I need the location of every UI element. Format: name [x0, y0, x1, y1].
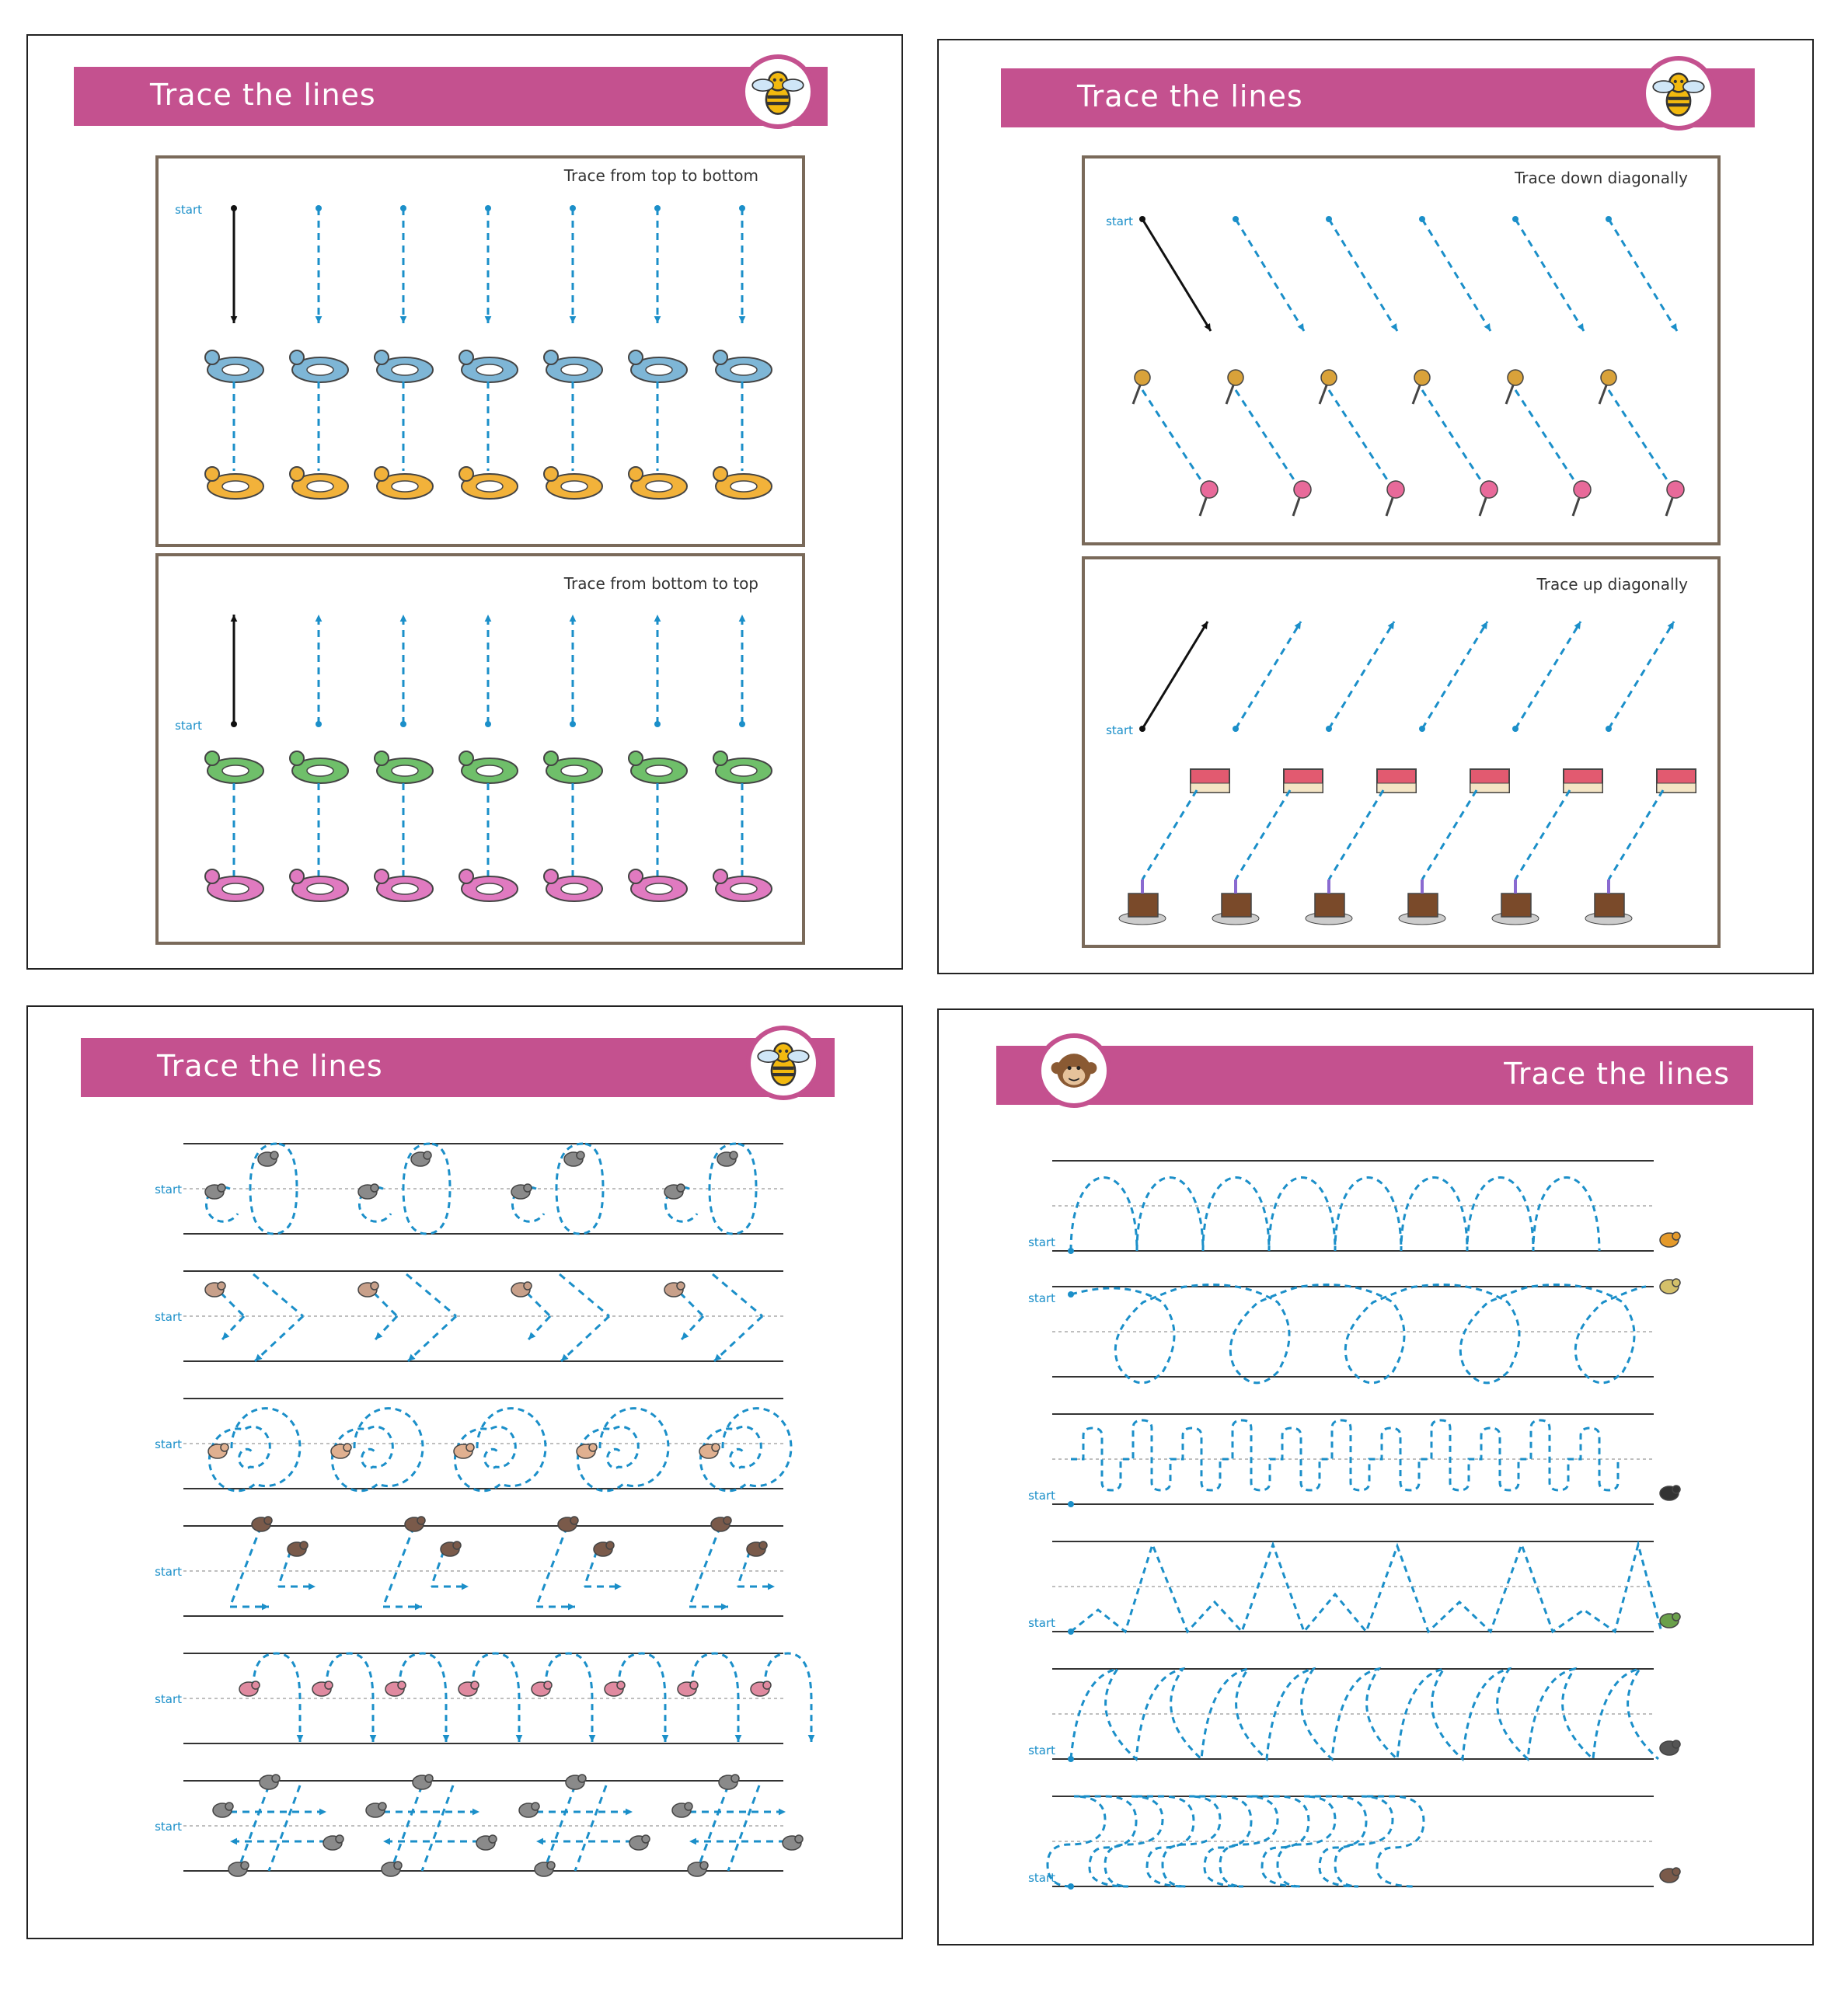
start-label: start — [1028, 1743, 1055, 1757]
trace-line — [1236, 622, 1301, 729]
arrow-head — [375, 1332, 382, 1339]
mouse-icon — [358, 1184, 378, 1199]
start-label: start — [155, 1310, 182, 1324]
hedgehog-icon — [454, 1444, 474, 1458]
turtle-icon — [1660, 1613, 1680, 1628]
trace-path — [546, 1653, 592, 1742]
pig-icon — [312, 1681, 333, 1696]
start-label: start — [1106, 214, 1133, 228]
trace-line — [408, 1316, 456, 1361]
cake-slice-icon — [1284, 769, 1323, 792]
start-dot — [485, 721, 491, 727]
trace-line — [697, 1785, 728, 1871]
ant-icon — [594, 1541, 614, 1556]
start-label: start — [155, 1820, 182, 1834]
trace-line — [1422, 622, 1487, 729]
arrow-head — [682, 1332, 689, 1339]
start-dot — [1512, 216, 1518, 222]
trace-line — [728, 1785, 759, 1871]
mouse-icon — [664, 1184, 685, 1199]
ant-icon — [288, 1541, 308, 1556]
arrow-head — [408, 1354, 416, 1361]
guide-line — [1422, 390, 1483, 483]
trace-line — [536, 1526, 567, 1607]
trace-line — [737, 1551, 750, 1587]
trace-line — [1515, 219, 1584, 331]
tracing-area — [28, 36, 901, 968]
rock-icon — [228, 1862, 249, 1876]
tracing-row — [1028, 1669, 1680, 1762]
guide-line — [1609, 790, 1663, 880]
mouse-icon — [564, 1151, 584, 1166]
cake-slice-icon — [1377, 769, 1416, 792]
duck-float-icon — [713, 467, 772, 499]
instruction-text: Trace up diagonally — [1536, 575, 1688, 594]
mouse-icon — [717, 1151, 737, 1166]
cake-slice-icon — [1657, 769, 1696, 792]
trace-line — [1609, 622, 1674, 729]
lollipop-icon — [1506, 370, 1523, 404]
swan-float-icon — [205, 350, 263, 382]
trace-line — [680, 1293, 703, 1316]
arrow-head — [779, 1809, 786, 1816]
trace-line — [689, 1526, 720, 1607]
arrow-head — [316, 615, 323, 622]
trace-path — [326, 1653, 373, 1742]
dragon-float-icon — [629, 751, 687, 783]
start-dot — [1068, 1501, 1074, 1507]
lollipop-icon — [1413, 370, 1430, 404]
arrow-head — [662, 1735, 669, 1742]
lollipop-icon — [1320, 370, 1337, 404]
worksheet-page-1 — [26, 34, 903, 970]
start-label: start — [1028, 1235, 1055, 1249]
tracing-row — [155, 1653, 814, 1743]
pig-icon — [532, 1681, 552, 1696]
instruction-text: Trace from bottom to top — [563, 574, 758, 593]
cake-slice-icon — [1564, 769, 1602, 792]
hedgehog-icon — [577, 1444, 597, 1458]
hedgehog-icon — [331, 1444, 351, 1458]
start-label: start — [1028, 1616, 1055, 1630]
arrow-head — [485, 615, 492, 622]
start-dot — [1419, 726, 1425, 732]
birthday-cake-icon — [1306, 880, 1352, 925]
trace-path — [619, 1653, 665, 1742]
worksheet-page-3 — [26, 1005, 903, 1939]
ant-icon — [747, 1541, 767, 1556]
arrow-head — [1391, 323, 1397, 331]
swirl-lollipop-icon — [1666, 481, 1684, 516]
arrow-head — [714, 1354, 722, 1361]
trace-line — [269, 1785, 300, 1871]
trace-line — [1609, 219, 1677, 331]
arrow-head — [808, 1735, 815, 1742]
tracing-row — [1028, 1541, 1680, 1635]
start-dot — [485, 205, 491, 211]
start-dot — [231, 205, 237, 211]
tracing-area — [939, 40, 1812, 973]
arrow-head — [516, 1735, 523, 1742]
page-title: Trace the lines — [1077, 79, 1303, 113]
trace-line — [422, 1785, 453, 1871]
guide-line — [1422, 790, 1477, 880]
birthday-cake-icon — [1212, 880, 1259, 925]
swan-float-icon — [629, 350, 687, 382]
duck-float-icon — [629, 467, 687, 499]
dragon-float-icon — [713, 751, 772, 783]
page-title: Trace the lines — [1504, 1057, 1730, 1091]
arrow-head — [739, 316, 746, 323]
start-dot — [1419, 216, 1425, 222]
birthday-cake-icon — [1119, 880, 1166, 925]
ant-icon — [405, 1517, 425, 1531]
arrow-head — [570, 615, 577, 622]
trace-line — [431, 1551, 444, 1587]
arrow-head — [316, 316, 323, 323]
tracing-row — [155, 1271, 783, 1361]
trace-lines — [1119, 622, 1696, 925]
worksheet-page-4 — [937, 1008, 1814, 1945]
rock-icon — [382, 1862, 402, 1876]
start-dot — [570, 721, 576, 727]
dragon-float-icon — [459, 751, 518, 783]
rock-icon — [366, 1803, 386, 1817]
start-dot — [654, 721, 661, 727]
pig-icon — [605, 1681, 625, 1696]
rock-icon — [519, 1803, 539, 1817]
guide-line — [1329, 790, 1383, 880]
dragon-float-icon — [290, 751, 348, 783]
tracing-area — [939, 1010, 1812, 1944]
trace-line — [1329, 219, 1397, 331]
guide-line — [1142, 790, 1197, 880]
trace-line — [1329, 622, 1394, 729]
trace-line — [713, 1274, 762, 1316]
start-label: start — [1028, 1489, 1055, 1503]
arrow-head — [654, 316, 661, 323]
trace-line — [1515, 622, 1581, 729]
start-label: start — [175, 203, 202, 217]
mouse-icon — [411, 1151, 431, 1166]
guide-line — [1609, 390, 1669, 483]
swan-float-icon — [459, 350, 518, 382]
tracing-row — [1028, 1796, 1680, 1890]
boot-icon — [1660, 1740, 1680, 1755]
ant-icon — [558, 1517, 578, 1531]
start-dot — [1233, 726, 1239, 732]
birthday-cake-icon — [1585, 880, 1632, 925]
swirl-lollipop-icon — [1480, 481, 1498, 516]
start-dot — [739, 205, 745, 211]
rock-icon — [629, 1835, 650, 1850]
arrow-head — [222, 1332, 229, 1339]
lollipop-icon — [1599, 370, 1616, 404]
start-label: start — [155, 1565, 182, 1579]
birthday-cake-icon — [1492, 880, 1539, 925]
arrow-head — [570, 316, 577, 323]
start-dot — [1233, 216, 1239, 222]
guide-line — [1329, 390, 1389, 483]
trace-lines — [1133, 216, 1684, 516]
trace-path — [1071, 1545, 1661, 1632]
trace-line — [1142, 622, 1208, 729]
page-title: Trace the lines — [150, 78, 376, 112]
arrow-head — [568, 1604, 575, 1611]
start-label: start — [1028, 1871, 1055, 1885]
trace-path — [1071, 1178, 1599, 1252]
start-dot — [1139, 726, 1145, 732]
mouse-icon — [258, 1151, 278, 1166]
trace-line — [278, 1551, 291, 1587]
fly-icon — [1660, 1486, 1680, 1500]
start-dot — [739, 721, 745, 727]
arrow-head — [1298, 323, 1304, 331]
rock-icon — [719, 1775, 739, 1789]
arrow-head — [370, 1735, 377, 1742]
tracing-row — [1028, 1279, 1680, 1383]
arrow-head — [654, 615, 661, 622]
duck-float-icon — [544, 467, 602, 499]
rock-icon — [688, 1862, 708, 1876]
arrow-head — [255, 1354, 263, 1361]
swirl-lollipop-icon — [1293, 481, 1311, 516]
trace-line — [253, 1274, 303, 1316]
trace-line — [391, 1785, 422, 1871]
trace-line — [230, 1526, 261, 1607]
start-dot — [1606, 216, 1612, 222]
tracing-row — [1028, 1161, 1680, 1254]
mouse-icon — [205, 1184, 225, 1199]
ant-icon — [441, 1541, 461, 1556]
dragon-float-icon — [375, 751, 433, 783]
rock-icon — [672, 1803, 692, 1817]
tracing-row — [155, 1517, 783, 1616]
arrow-head — [319, 1809, 326, 1816]
pig-icon — [385, 1681, 406, 1696]
trace-line — [406, 1274, 456, 1316]
trace-line — [527, 1293, 550, 1316]
pig-icon — [459, 1681, 479, 1696]
trace-line — [1142, 219, 1211, 331]
duck-float-icon — [375, 467, 433, 499]
tracing-area — [28, 1007, 901, 1938]
bird-icon — [1660, 1232, 1680, 1247]
arrow-head — [231, 316, 238, 323]
arrow-head — [561, 1354, 569, 1361]
hedgehog-icon — [1660, 1868, 1680, 1883]
page-title: Trace the lines — [157, 1049, 383, 1083]
arrow-head — [536, 1838, 543, 1845]
pterodactyl-icon — [1660, 1279, 1680, 1294]
start-label: start — [1106, 723, 1133, 737]
rock-icon — [783, 1835, 803, 1850]
trace-line — [584, 1551, 597, 1587]
arrow-head — [415, 1604, 422, 1611]
start-label: start — [155, 1692, 182, 1706]
trace-line — [1236, 219, 1304, 331]
arrow-head — [309, 1583, 316, 1590]
trace-line — [238, 1785, 269, 1871]
swan-float-icon — [290, 350, 348, 382]
start-dot — [1326, 216, 1332, 222]
pig-icon — [751, 1681, 771, 1696]
start-dot — [316, 721, 322, 727]
start-dot — [400, 205, 406, 211]
duck-float-icon — [205, 467, 263, 499]
arrow-head — [262, 1604, 269, 1611]
trace-line — [544, 1785, 575, 1871]
trace-path — [692, 1653, 738, 1742]
start-dot — [316, 205, 322, 211]
start-dot — [570, 205, 576, 211]
birthday-cake-icon — [1399, 880, 1445, 925]
trace-lines — [205, 615, 772, 901]
pig-icon — [239, 1681, 260, 1696]
rock-icon — [476, 1835, 497, 1850]
rock-icon — [566, 1775, 586, 1789]
guide-line — [1142, 390, 1203, 483]
swan-float-icon — [375, 350, 433, 382]
trace-line — [374, 1293, 397, 1316]
start-dot — [1326, 726, 1332, 732]
swirl-lollipop-icon — [1200, 481, 1218, 516]
arrow-head — [615, 1583, 622, 1590]
arrow-head — [383, 1838, 390, 1845]
start-dot — [400, 721, 406, 727]
duck-float-icon — [290, 467, 348, 499]
rock-icon — [260, 1775, 280, 1789]
trace-line — [221, 1293, 244, 1316]
start-dot — [654, 205, 661, 211]
arrow-head — [443, 1735, 450, 1742]
trace-path — [765, 1653, 811, 1742]
guide-line — [1236, 790, 1290, 880]
arrow-head — [689, 1838, 696, 1845]
guide-line — [1515, 790, 1570, 880]
arrow-head — [297, 1735, 304, 1742]
trace-line — [575, 1785, 606, 1871]
lollipop-icon — [1133, 370, 1150, 404]
arrow-head — [528, 1332, 535, 1339]
trace-line — [561, 1316, 609, 1361]
swan-float-icon — [713, 350, 772, 382]
section-frame — [1083, 558, 1719, 946]
swirl-lollipop-icon — [1386, 481, 1404, 516]
trace-line — [1422, 219, 1491, 331]
instruction-text: Trace down diagonally — [1514, 169, 1688, 187]
guide-line — [1515, 390, 1576, 483]
trace-path — [399, 1653, 446, 1742]
worksheet-page-2 — [937, 39, 1814, 974]
start-label: start — [155, 1183, 182, 1197]
arrow-head — [230, 1838, 237, 1845]
rock-icon — [535, 1862, 555, 1876]
arrow-head — [589, 1735, 596, 1742]
arrow-head — [1671, 323, 1677, 331]
arrow-head — [400, 615, 407, 622]
arrow-head — [472, 1809, 479, 1816]
tracing-row — [1028, 1414, 1680, 1507]
start-dot — [1139, 216, 1145, 222]
hedgehog-icon — [208, 1444, 228, 1458]
tracing-row — [155, 1144, 783, 1234]
rock-icon — [413, 1775, 433, 1789]
trace-lines — [205, 205, 772, 499]
start-label: start — [1028, 1291, 1055, 1305]
trace-path — [1071, 1420, 1618, 1490]
instruction-text: Trace from top to bottom — [563, 166, 758, 185]
swirl-lollipop-icon — [1573, 481, 1591, 516]
start-dot — [231, 721, 237, 727]
ant-icon — [252, 1517, 272, 1531]
swan-float-icon — [544, 350, 602, 382]
trace-line — [560, 1274, 609, 1316]
start-dot — [1606, 726, 1612, 732]
arrow-head — [400, 316, 407, 323]
arrow-head — [721, 1604, 728, 1611]
ant-icon — [711, 1517, 731, 1531]
arrow-head — [626, 1809, 633, 1816]
arrow-head — [735, 1735, 742, 1742]
trace-path — [253, 1653, 300, 1742]
start-dot — [1512, 726, 1518, 732]
trace-line — [383, 1526, 414, 1607]
pig-icon — [678, 1681, 698, 1696]
hedgehog-icon — [699, 1444, 720, 1458]
trace-path — [472, 1653, 519, 1742]
start-label: start — [155, 1437, 182, 1451]
dragon-float-icon — [544, 751, 602, 783]
lollipop-icon — [1226, 370, 1243, 404]
guide-line — [1236, 390, 1296, 483]
dragon-float-icon — [205, 751, 263, 783]
rock-icon — [213, 1803, 233, 1817]
tracing-row — [155, 1399, 791, 1491]
arrow-head — [231, 615, 238, 622]
rock-icon — [323, 1835, 343, 1850]
tracing-row — [155, 1775, 803, 1876]
arrow-head — [462, 1583, 469, 1590]
trace-line — [255, 1316, 303, 1361]
cake-slice-icon — [1470, 769, 1509, 792]
cake-slice-icon — [1191, 769, 1229, 792]
arrow-head — [485, 316, 492, 323]
trace-line — [714, 1316, 762, 1361]
arrow-head — [1578, 323, 1584, 331]
duck-float-icon — [459, 467, 518, 499]
trace-path — [1071, 1285, 1646, 1383]
arrow-head — [1484, 323, 1491, 331]
start-label: start — [175, 719, 202, 733]
mouse-icon — [511, 1184, 532, 1199]
arrow-head — [739, 615, 746, 622]
arrow-head — [768, 1583, 775, 1590]
